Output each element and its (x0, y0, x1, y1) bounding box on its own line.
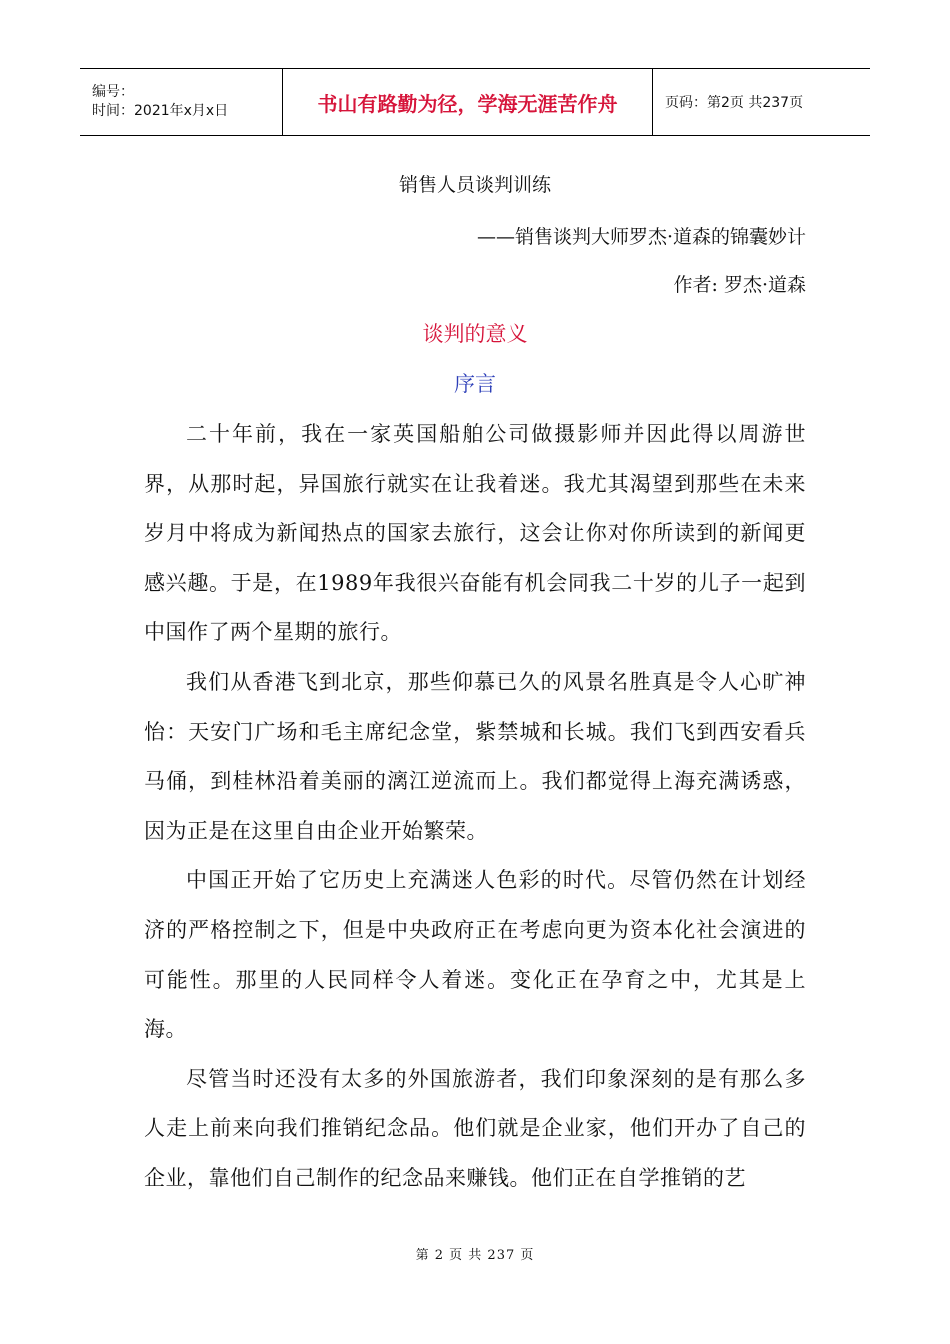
paragraph: 我们从香港飞到北京，那些仰慕已久的风景名胜真是令人心旷神怡：天安门广场和毛主席纪念堂，紫禁城和长城。我们飞到西安看兵马俑，到桂林沿着美丽的漓江逆流而上。我们都觉得上海充满诱惑，因为正是在这里自由企业开始繁荣。 (144, 669, 806, 843)
paragraph: 尽管当时还没有太多的外国旅游者，我们印象深刻的是有那么多人走上前来向我们推销纪念品。他们就是企业家，他们开办了自己的企业，靠他们自己制作的纪念品来赚钱。他们正在自学推销的艺 (144, 1066, 806, 1190)
preface-heading: 序言 (454, 372, 496, 396)
section-heading: 谈判的意义 (422, 322, 528, 346)
number-label: 编号： (92, 84, 134, 100)
page-code-text: 页码：第2页 共237页 (665, 95, 804, 111)
page-footer: 第 2 页 共 237 页 (415, 1248, 535, 1263)
header-page-code (653, 69, 870, 135)
body-text (144, 410, 806, 1204)
time-label: 时间：2021年x月x日 (92, 103, 229, 119)
header-motto (283, 69, 653, 135)
header-meta (80, 69, 283, 135)
paragraph: 二十年前，我在一家英国船舶公司做摄影师并因此得以周游世界，从那时起，异国旅行就实在让我着迷。我尤其渴望到那些在未来岁月中将成为新闻热点的国家去旅行，这会让你对你所读到的新闻更感兴趣。于是，在1989年我很兴奋能有机会同我二十岁的儿子一起到中国作了两个星期的旅行。 (144, 422, 806, 645)
paragraph: 中国正开始了它历史上充满迷人色彩的时代。尽管仍然在计划经济的严格控制之下，但是中央政府正在考虑向更为资本化社会演进的可能性。那里的人民同样令人着迷。变化正在孕育之中，尤其是上海。 (144, 868, 806, 1042)
motto-text: 书山有路勤为径，学海无涯苦作舟 (317, 91, 618, 116)
document-author: 作者: 罗杰·道森 (673, 274, 806, 296)
page-header (80, 68, 870, 136)
document-title: 销售人员谈判训练 (398, 174, 551, 196)
document-subtitle: ——销售谈判大师罗杰·道森的锦囊妙计 (476, 226, 806, 248)
